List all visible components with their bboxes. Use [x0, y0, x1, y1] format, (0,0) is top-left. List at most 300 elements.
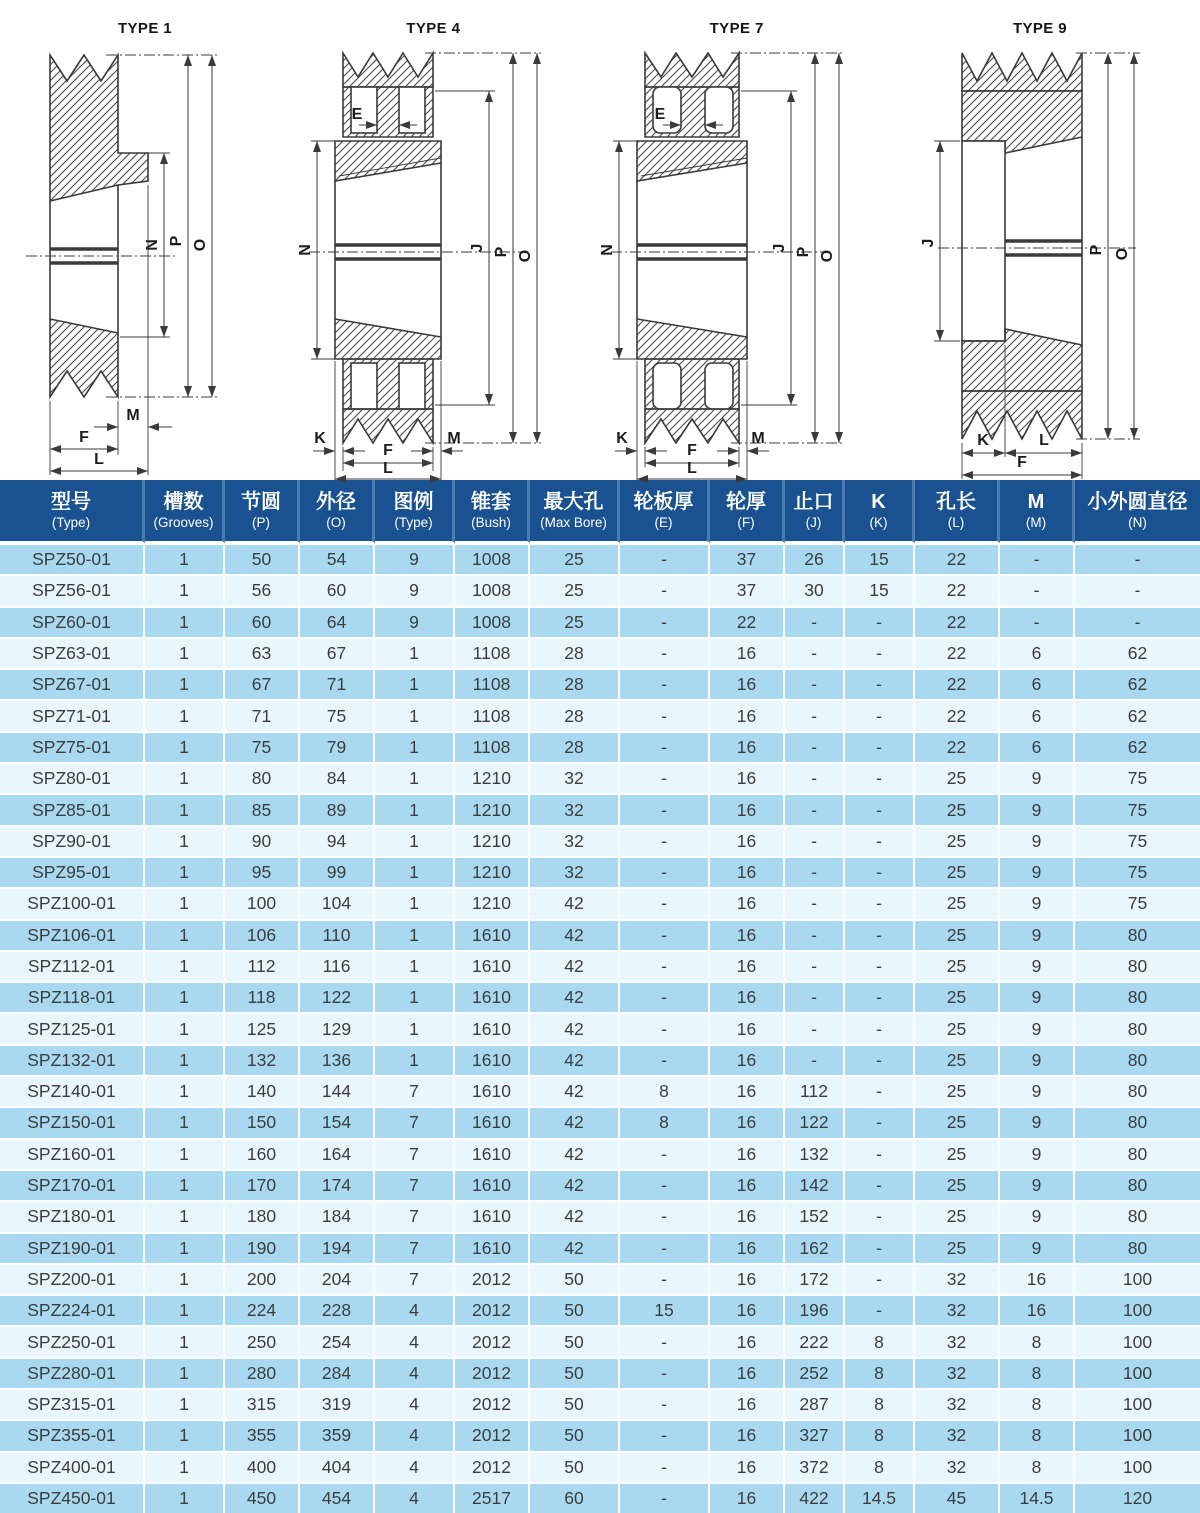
table-cell: 25: [915, 762, 1000, 793]
dim-label-f: F: [686, 442, 697, 459]
table-cell: -: [785, 1044, 845, 1075]
table-cell: 1: [375, 981, 455, 1012]
table-cell: SPZ200-01: [0, 1263, 145, 1294]
table-cell: 80: [1075, 950, 1200, 981]
table-cell: -: [620, 637, 710, 668]
table-cell: 32: [915, 1451, 1000, 1482]
table-cell: 1: [375, 919, 455, 950]
table-cell: 99: [300, 856, 375, 887]
col-header-model: 型号 (Type): [0, 480, 145, 543]
table-row: [0, 919, 1200, 950]
table-cell: -: [620, 825, 710, 856]
table-cell: SPZ140-01: [0, 1075, 145, 1106]
table-cell: 80: [1075, 1232, 1200, 1263]
table-row: [0, 950, 1200, 981]
table-cell: SPZ75-01: [0, 731, 145, 762]
table-cell: 9: [375, 543, 455, 574]
table-cell: 1: [145, 731, 225, 762]
table-cell: 25: [915, 793, 1000, 824]
table-cell: 16: [710, 731, 785, 762]
table-cell: 8: [1000, 1325, 1075, 1356]
table-cell: 16: [710, 699, 785, 730]
table-cell: 71: [225, 699, 300, 730]
table-cell: 42: [530, 919, 620, 950]
diagram-title: TYPE 9: [1012, 20, 1068, 37]
table-cell: 1: [145, 1232, 225, 1263]
table-cell: 62: [1075, 731, 1200, 762]
table-cell: 50: [530, 1451, 620, 1482]
table-cell: 1610: [455, 1200, 530, 1231]
table-cell: SPZ400-01: [0, 1451, 145, 1482]
table-cell: 7: [375, 1106, 455, 1137]
table-cell: 42: [530, 981, 620, 1012]
table-cell: SPZ106-01: [0, 919, 145, 950]
table-cell: 250: [225, 1325, 300, 1356]
table-cell: 42: [530, 1106, 620, 1137]
table-cell: 7: [375, 1138, 455, 1169]
table-cell: SPZ125-01: [0, 1012, 145, 1043]
table-cell: SPZ180-01: [0, 1200, 145, 1231]
table-cell: -: [620, 699, 710, 730]
table-cell: 224: [225, 1294, 300, 1325]
table-cell: -: [845, 1012, 915, 1043]
table-cell: 1: [145, 950, 225, 981]
table-cell: -: [845, 1138, 915, 1169]
table-cell: 100: [1075, 1357, 1200, 1388]
col-header-e: 轮板厚 (E): [620, 480, 710, 543]
table-cell: SPZ112-01: [0, 950, 145, 981]
table-cell: 80: [1075, 919, 1200, 950]
table-cell: 1: [145, 1357, 225, 1388]
table-cell: -: [845, 793, 915, 824]
table-cell: 80: [225, 762, 300, 793]
col-header-pitch: 节圆 (P): [225, 480, 300, 543]
table-cell: 142: [785, 1169, 845, 1200]
table-cell: -: [620, 1388, 710, 1419]
table-cell: 80: [1075, 981, 1200, 1012]
table-cell: 7: [375, 1232, 455, 1263]
table-row: [0, 762, 1200, 793]
table-cell: 30: [785, 574, 845, 605]
table-cell: SPZ160-01: [0, 1138, 145, 1169]
table-cell: 1210: [455, 887, 530, 918]
table-cell: -: [620, 1012, 710, 1043]
table-cell: 25: [915, 1232, 1000, 1263]
table-cell: 25: [915, 1075, 1000, 1106]
table-cell: 1610: [455, 1232, 530, 1263]
table-cell: 1108: [455, 731, 530, 762]
table-cell: 9: [1000, 856, 1075, 887]
table-cell: 50: [225, 543, 300, 574]
table-cell: SPZ71-01: [0, 699, 145, 730]
table-row: [0, 1106, 1200, 1137]
table-cell: -: [785, 793, 845, 824]
table-cell: 1108: [455, 699, 530, 730]
dim-label-f: F: [1017, 454, 1027, 471]
table-cell: 1: [145, 1419, 225, 1450]
table-cell: 32: [915, 1357, 1000, 1388]
table-cell: -: [845, 1263, 915, 1294]
dim-label-e: E: [351, 106, 363, 123]
table-cell: 1: [375, 1012, 455, 1043]
table-cell: 450: [225, 1482, 300, 1513]
table-cell: 37: [710, 574, 785, 605]
table-cell: SPZ150-01: [0, 1106, 145, 1137]
table-cell: 14.5: [845, 1482, 915, 1513]
table-cell: 7: [375, 1169, 455, 1200]
table-cell: 9: [1000, 1138, 1075, 1169]
table-cell: 22: [710, 606, 785, 637]
table-cell: 1: [145, 668, 225, 699]
dim-label-o: O: [818, 249, 836, 263]
table-cell: SPZ67-01: [0, 668, 145, 699]
table-cell: 1: [145, 981, 225, 1012]
table-cell: 112: [225, 950, 300, 981]
table-cell: -: [845, 1232, 915, 1263]
table-cell: 1: [145, 793, 225, 824]
table-cell: 1: [375, 731, 455, 762]
table-cell: -: [1075, 543, 1200, 574]
table-cell: 110: [300, 919, 375, 950]
table-cell: -: [620, 1325, 710, 1356]
table-cell: 2012: [455, 1263, 530, 1294]
table-cell: 196: [785, 1294, 845, 1325]
table-cell: 1: [145, 1169, 225, 1200]
table-cell: 404: [300, 1451, 375, 1482]
table-cell: 71: [300, 668, 375, 699]
table-cell: -: [1075, 574, 1200, 605]
table-cell: 100: [1075, 1419, 1200, 1450]
table-cell: 129: [300, 1012, 375, 1043]
table-cell: 1: [375, 1044, 455, 1075]
table-cell: 28: [530, 668, 620, 699]
table-cell: -: [845, 1106, 915, 1137]
table-cell: 4: [375, 1388, 455, 1419]
dim-label-k: K: [314, 430, 327, 447]
table-cell: 22: [915, 668, 1000, 699]
table-cell: 1008: [455, 606, 530, 637]
dim-label-f: F: [79, 429, 89, 446]
table-cell: 16: [1000, 1263, 1075, 1294]
table-cell: 32: [915, 1263, 1000, 1294]
spec-table: [0, 480, 1200, 1513]
table-cell: 9: [1000, 1044, 1075, 1075]
table-cell: 42: [530, 1138, 620, 1169]
table-cell: 164: [300, 1138, 375, 1169]
table-cell: 118: [225, 981, 300, 1012]
table-cell: 1: [145, 762, 225, 793]
table-cell: -: [845, 606, 915, 637]
table-cell: 1610: [455, 950, 530, 981]
table-cell: 9: [1000, 887, 1075, 918]
table-cell: 8: [1000, 1388, 1075, 1419]
table-cell: -: [620, 887, 710, 918]
dim-label-l: L: [1039, 432, 1049, 449]
table-cell: -: [845, 825, 915, 856]
table-cell: -: [845, 981, 915, 1012]
table-cell: 67: [300, 637, 375, 668]
table-cell: 122: [300, 981, 375, 1012]
table-cell: -: [620, 1138, 710, 1169]
table-cell: 252: [785, 1357, 845, 1388]
table-cell: -: [845, 1169, 915, 1200]
table-cell: 25: [915, 950, 1000, 981]
table-cell: 75: [225, 731, 300, 762]
diagram-type-4: [283, 12, 583, 481]
table-cell: 16: [710, 1294, 785, 1325]
table-cell: SPZ190-01: [0, 1232, 145, 1263]
table-cell: 1: [145, 637, 225, 668]
table-cell: 1: [145, 606, 225, 637]
table-cell: 1610: [455, 1169, 530, 1200]
table-cell: 9: [1000, 825, 1075, 856]
table-cell: 1: [145, 1388, 225, 1419]
table-cell: 75: [1075, 762, 1200, 793]
table-cell: 8: [845, 1419, 915, 1450]
table-cell: -: [620, 731, 710, 762]
table-row: [0, 856, 1200, 887]
table-cell: 136: [300, 1044, 375, 1075]
table-cell: 9: [1000, 1232, 1075, 1263]
table-cell: 32: [915, 1419, 1000, 1450]
table-cell: 1: [375, 950, 455, 981]
table-cell: 16: [710, 762, 785, 793]
table-cell: -: [785, 606, 845, 637]
table-cell: 9: [1000, 919, 1075, 950]
table-cell: 62: [1075, 637, 1200, 668]
table-cell: -: [1000, 574, 1075, 605]
diagram-type-9: [890, 12, 1190, 481]
table-cell: 174: [300, 1169, 375, 1200]
table-cell: -: [620, 1451, 710, 1482]
table-cell: -: [620, 606, 710, 637]
table-cell: 45: [915, 1482, 1000, 1513]
table-cell: 28: [530, 637, 620, 668]
table-cell: 16: [710, 1451, 785, 1482]
table-cell: 222: [785, 1325, 845, 1356]
table-cell: -: [620, 762, 710, 793]
table-row: [0, 1169, 1200, 1200]
table-cell: 63: [225, 637, 300, 668]
table-cell: 15: [845, 543, 915, 574]
table-cell: -: [620, 919, 710, 950]
table-cell: 80: [1075, 1075, 1200, 1106]
table-cell: 16: [710, 1388, 785, 1419]
table-cell: 1: [375, 637, 455, 668]
table-cell: 32: [915, 1325, 1000, 1356]
table-cell: 2012: [455, 1451, 530, 1482]
pulley-cross-section-type-9: [890, 41, 1190, 481]
table-cell: 1610: [455, 1044, 530, 1075]
table-cell: 42: [530, 887, 620, 918]
table-cell: 152: [785, 1200, 845, 1231]
table-cell: -: [620, 1200, 710, 1231]
table-cell: 287: [785, 1388, 845, 1419]
table-cell: -: [785, 668, 845, 699]
table-cell: 1: [145, 887, 225, 918]
table-cell: 172: [785, 1263, 845, 1294]
table-cell: 1210: [455, 856, 530, 887]
table-cell: SPZ280-01: [0, 1357, 145, 1388]
table-cell: -: [845, 856, 915, 887]
table-cell: -: [845, 919, 915, 950]
table-cell: -: [845, 1075, 915, 1106]
table-cell: SPZ224-01: [0, 1294, 145, 1325]
table-row: [0, 1012, 1200, 1043]
table-cell: 9: [1000, 762, 1075, 793]
table-cell: -: [845, 1044, 915, 1075]
table-cell: SPZ170-01: [0, 1169, 145, 1200]
table-cell: 112: [785, 1075, 845, 1106]
table-cell: 1: [145, 1106, 225, 1137]
table-cell: 8: [845, 1451, 915, 1482]
dim-label-k: K: [615, 430, 628, 447]
table-cell: -: [845, 637, 915, 668]
table-cell: -: [620, 574, 710, 605]
dim-label-n: N: [297, 244, 315, 256]
table-cell: 32: [530, 793, 620, 824]
table-cell: 9: [1000, 1169, 1075, 1200]
table-cell: 132: [225, 1044, 300, 1075]
table-cell: 16: [710, 1325, 785, 1356]
col-header-l: 孔长 (L): [915, 480, 1000, 543]
table-cell: -: [785, 825, 845, 856]
table-row: [0, 1200, 1200, 1231]
table-cell: 1610: [455, 1106, 530, 1137]
table-cell: 4: [375, 1357, 455, 1388]
table-cell: 62: [1075, 699, 1200, 730]
table-cell: 8: [845, 1325, 915, 1356]
table-cell: 1: [375, 699, 455, 730]
table-cell: 8: [620, 1075, 710, 1106]
diagram-title: TYPE 7: [709, 20, 764, 37]
table-cell: -: [620, 981, 710, 1012]
table-cell: 15: [620, 1294, 710, 1325]
table-cell: 104: [300, 887, 375, 918]
table-cell: 16: [710, 919, 785, 950]
table-row: [0, 793, 1200, 824]
table-cell: 16: [1000, 1294, 1075, 1325]
table-cell: 1: [145, 1075, 225, 1106]
table-cell: 1: [145, 1138, 225, 1169]
diagram-title: TYPE 1: [117, 20, 173, 37]
table-cell: 315: [225, 1388, 300, 1419]
dim-label-l: L: [383, 460, 394, 477]
table-cell: -: [845, 699, 915, 730]
dim-label-n: N: [144, 239, 161, 251]
table-cell: SPZ85-01: [0, 793, 145, 824]
table-cell: -: [845, 762, 915, 793]
table-row: [0, 668, 1200, 699]
table-cell: SPZ90-01: [0, 825, 145, 856]
pulley-cross-section-type-1: [10, 41, 280, 481]
table-cell: 125: [225, 1012, 300, 1043]
table-cell: 9: [1000, 793, 1075, 824]
table-cell: 1: [145, 1263, 225, 1294]
table-cell: 144: [300, 1075, 375, 1106]
table-cell: -: [785, 699, 845, 730]
table-cell: 89: [300, 793, 375, 824]
table-cell: -: [845, 950, 915, 981]
table-cell: 16: [710, 887, 785, 918]
table-cell: 7: [375, 1075, 455, 1106]
table-cell: 4: [375, 1294, 455, 1325]
table-cell: 32: [530, 856, 620, 887]
table-cell: 25: [915, 1044, 1000, 1075]
table-cell: -: [620, 1169, 710, 1200]
dim-label-k: K: [977, 432, 989, 449]
table-cell: 1: [145, 1200, 225, 1231]
table-cell: 132: [785, 1138, 845, 1169]
table-cell: 94: [300, 825, 375, 856]
table-cell: -: [785, 887, 845, 918]
table-cell: 1: [375, 762, 455, 793]
table-cell: -: [1075, 606, 1200, 637]
table-cell: 9: [1000, 1200, 1075, 1231]
table-row: [0, 637, 1200, 668]
table-cell: 16: [710, 1200, 785, 1231]
table-cell: 42: [530, 1075, 620, 1106]
table-cell: 67: [225, 668, 300, 699]
table-cell: 1210: [455, 762, 530, 793]
table-cell: 1008: [455, 574, 530, 605]
table-cell: 80: [1075, 1106, 1200, 1137]
table-cell: 25: [915, 919, 1000, 950]
table-cell: 16: [710, 793, 785, 824]
col-header-bush: 锥套 (Bush): [455, 480, 530, 543]
table-cell: -: [785, 919, 845, 950]
table-cell: 2012: [455, 1357, 530, 1388]
table-cell: -: [620, 950, 710, 981]
table-cell: 25: [915, 1200, 1000, 1231]
table-cell: 50: [530, 1263, 620, 1294]
dim-label-e: E: [654, 106, 665, 123]
table-cell: 16: [710, 1419, 785, 1450]
table-row: [0, 887, 1200, 918]
table-cell: 32: [915, 1388, 1000, 1419]
table-cell: SPZ315-01: [0, 1388, 145, 1419]
table-cell: 1: [375, 668, 455, 699]
table-cell: 327: [785, 1419, 845, 1450]
table-cell: 80: [1075, 1169, 1200, 1200]
spec-table-body: [0, 543, 1200, 1513]
table-cell: 2012: [455, 1294, 530, 1325]
table-cell: 22: [915, 606, 1000, 637]
dim-label-j: J: [469, 243, 487, 253]
table-cell: 60: [530, 1482, 620, 1513]
table-row: [0, 1044, 1200, 1075]
table-cell: 1: [145, 825, 225, 856]
table-cell: -: [845, 887, 915, 918]
table-cell: -: [620, 1482, 710, 1513]
table-cell: 16: [710, 668, 785, 699]
table-cell: 25: [915, 1106, 1000, 1137]
table-cell: 42: [530, 1169, 620, 1200]
table-row: [0, 1357, 1200, 1388]
table-cell: 62: [1075, 668, 1200, 699]
table-cell: 2517: [455, 1482, 530, 1513]
table-cell: 422: [785, 1482, 845, 1513]
table-cell: 4: [375, 1419, 455, 1450]
table-row: [0, 1482, 1200, 1513]
table-cell: 100: [1075, 1325, 1200, 1356]
table-cell: 28: [530, 731, 620, 762]
table-cell: 16: [710, 1232, 785, 1263]
dim-label-o: O: [1113, 247, 1131, 261]
table-cell: SPZ50-01: [0, 543, 145, 574]
table-cell: -: [785, 637, 845, 668]
table-cell: 180: [225, 1200, 300, 1231]
